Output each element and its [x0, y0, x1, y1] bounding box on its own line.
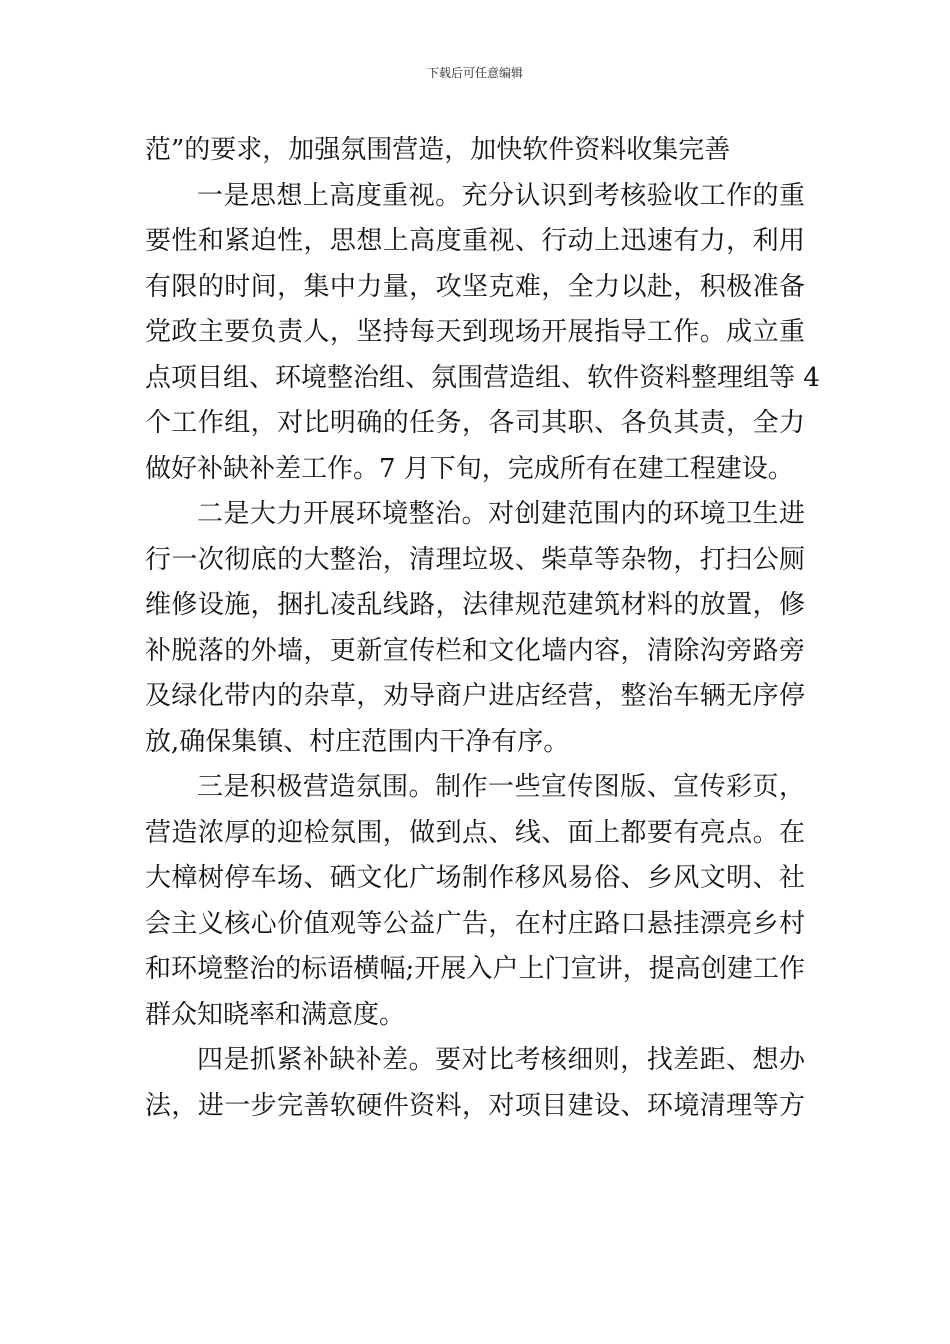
text-line: 法，进一步完善软硬件资料，对项目建设、环境清理等方	[145, 1090, 805, 1121]
text-line: 维修设施，捆扎凌乱线路，法律规范建筑材料的放置，修	[145, 590, 805, 620]
text-line: 做好补缺补差工作。7 月下旬，完成所有在建工程建设。	[145, 453, 794, 484]
text-line: 行一次彻底的大整治，清理垃圾、柴草等杂物，打扫公厕	[145, 544, 805, 575]
text-line: 点项目组、环境整治组、氛围营造组、软件资料整理组等 4	[145, 362, 820, 393]
text-line: 和环境整治的标语横幅;开展入户上门宣讲，提高创建工作	[145, 954, 805, 984]
text-line: 大樟树停车场、硒文化广场制作移风易俗、乡风文明、社	[145, 863, 805, 893]
text-line: 放,确保集镇、村庄范围内干净有序。	[145, 726, 570, 757]
document-body	[145, 128, 820, 1129]
text-line: 群众知晓率和满意度。	[145, 999, 406, 1030]
page-header: 下载后可任意编辑	[426, 66, 523, 80]
text-line: 及绿化带内的杂草，劝导商户进店经营，整治车辆无序停	[145, 681, 805, 711]
text-line: 补脱落的外墙，更新宣传栏和文化墙内容，清除沟旁路旁	[145, 635, 805, 666]
text-line: 范”的要求，加强氛围营造，加快软件资料收集完善	[145, 135, 731, 165]
text-line: 营造浓厚的迎检氛围，做到点、线、面上都要有亮点。在	[145, 817, 805, 848]
text-line: 要性和紧迫性，思想上高度重视、行动上迅速有力，利用	[145, 226, 805, 256]
paragraph-start-line: 四是抓紧补缺补差。要对比考核细则，找差距、想办	[197, 1045, 805, 1075]
paragraph-start-line: 三是积极营造氛围。制作一些宣传图版、宣传彩页，	[197, 772, 805, 802]
text-line: 会主义核心价值观等公益广告，在村庄路口悬挂漂亮乡村	[145, 908, 805, 939]
paragraph-start-line: 一是思想上高度重视。充分认识到考核验收工作的重	[197, 180, 805, 211]
text-line: 党政主要负责人，坚持每天到现场开展指导工作。成立重	[145, 317, 805, 347]
text-line: 个工作组，对比明确的任务，各司其职、各负其责，全力	[145, 408, 805, 438]
text-line: 有限的时间，集中力量，攻坚克难，全力以赴，积极准备	[145, 271, 805, 302]
paragraph-start-line: 二是大力开展环境整治。对创建范围内的环境卫生进	[197, 499, 805, 529]
